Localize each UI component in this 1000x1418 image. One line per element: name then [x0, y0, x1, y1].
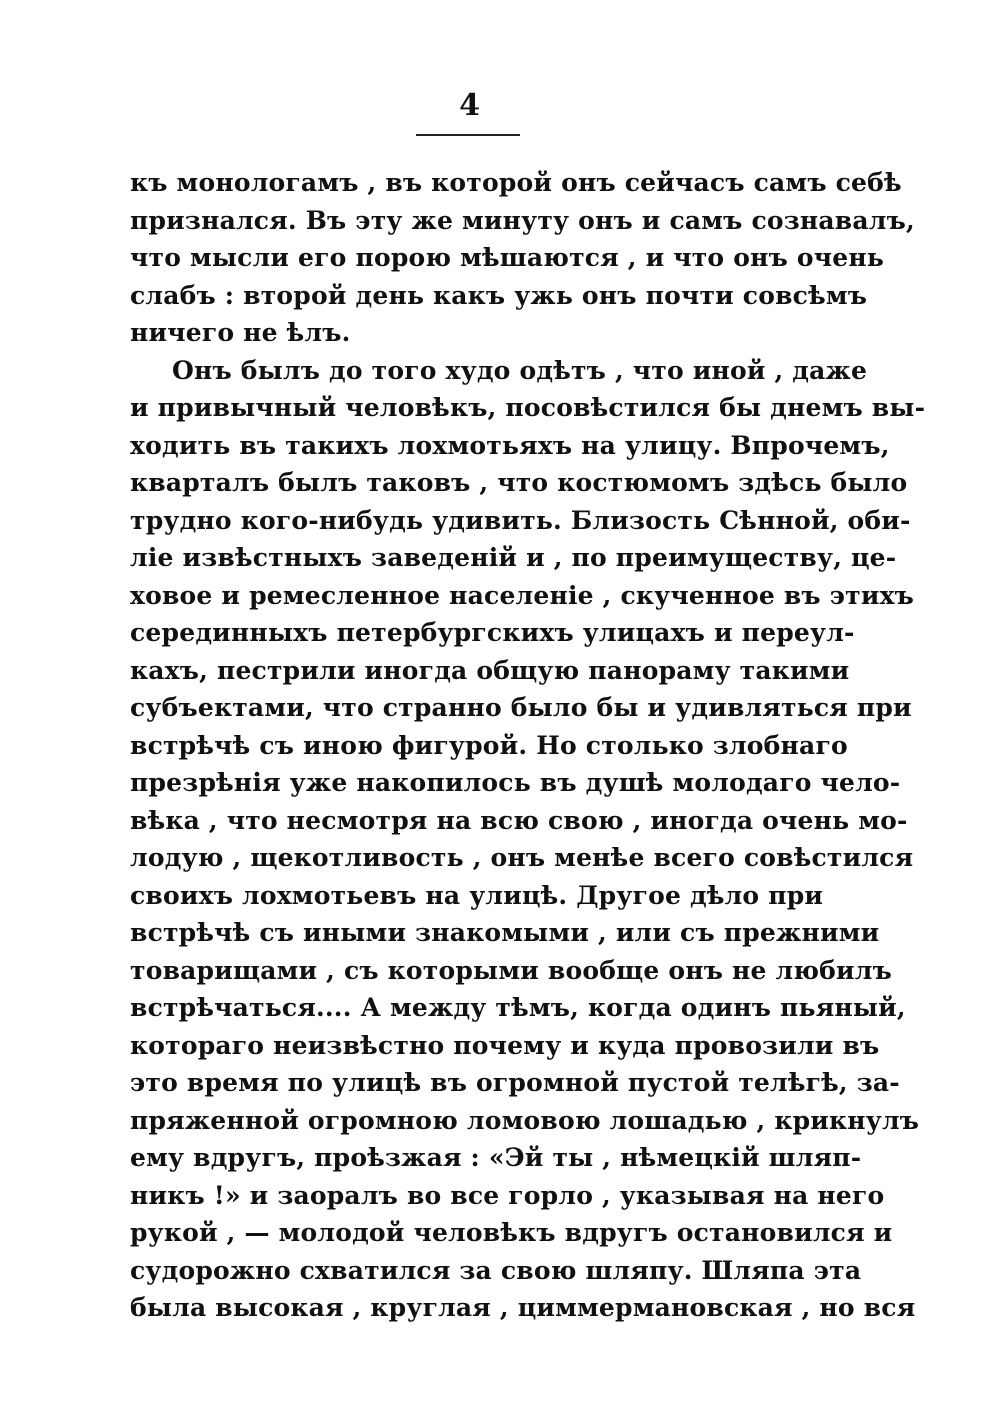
- page-number: 4: [459, 88, 481, 123]
- text-line: никъ !» и заоралъ во все горло , указывая на него: [130, 1180, 885, 1210]
- text-line: встрѣчѣ съ иными знакомыми , или съ прежними: [130, 918, 880, 947]
- text-line: признался. Въ эту же минуту онъ и самъ сознавалъ,: [130, 205, 915, 235]
- text-line: встрѣчѣ съ иною фигурой. Но столько злобнаго: [130, 730, 848, 760]
- text-line: къ монологамъ , въ которой онъ сейчасъ самъ себѣ: [130, 168, 902, 197]
- text-line: презрѣнія уже накопилось въ душѣ молодаго чело-: [130, 768, 901, 797]
- text-line: ховое и ремесленное населенie , скученное въ этихъ: [130, 580, 915, 610]
- text-line: судорожно схватился за свою шляпу. Шляпа эта: [130, 1255, 862, 1285]
- text-line: серединныхъ петербургскихъ улицахъ и переул-: [130, 618, 855, 647]
- text-line: это время по улицѣ въ огромной пустой телѣгѣ, за-: [130, 1068, 900, 1097]
- text-line: слабъ : второй день какъ ужь онъ почти совсѣмъ: [130, 280, 868, 310]
- text-line: пряженной огромною ломовою лошадью , крикнулъ: [130, 1105, 920, 1135]
- page-number-rule: [416, 134, 520, 136]
- paragraph-first-line: Онъ былъ до того худо одѣтъ , что иной , даже: [172, 355, 868, 385]
- text-line: вѣка , что несмотря на всю свою , иногда очень мо-: [130, 805, 908, 835]
- text-line: кахъ, пестрили иногда общую панораму такими: [130, 655, 850, 685]
- text-line: была высокая , круглая , циммермановская , но вся: [130, 1293, 916, 1322]
- text-line: рукой , — молодой человѣкъ вдругъ остановился и: [130, 1218, 893, 1247]
- text-line: котораго неизвѣстно почему и куда провозили въ: [130, 1030, 880, 1060]
- text-line: лie извѣстныхъ заведенiй и , по преимуществу, це-: [130, 543, 897, 572]
- paragraph-end-line: ничего не ѣлъ.: [130, 318, 351, 347]
- text-line: своихъ лохмотьевъ на улицѣ. Другое дѣло при: [130, 880, 824, 910]
- text-line: субъектами, что странно было бы и удивляться при: [130, 693, 912, 722]
- text-line: кварталъ былъ таковъ , что костюмомъ здѣсь было: [130, 468, 908, 497]
- body-text: [130, 164, 926, 1327]
- text-line: лодую , щекотливость , онъ менѣе всего совѣстился: [130, 843, 914, 872]
- text-line: что мысли его порою мѣшаются , и что онъ очень: [130, 243, 885, 272]
- text-line: и привычный человѣкъ, посовѣстился бы днемъ вы-: [130, 393, 926, 422]
- text-line: товарищами , съ которыми вообще онъ не любилъ: [130, 955, 892, 985]
- text-line: трудно кого-нибудь удивить. Близость Сѣнной, оби-: [130, 505, 911, 535]
- text-line: ходить въ такихъ лохмотьяхъ на улицу. Впрочемъ,: [130, 430, 890, 460]
- text-line: встрѣчаться.... А между тѣмъ, когда одинъ пьяный,: [130, 993, 906, 1022]
- text-line: ему вдругъ, проѣзжая : «Эй ты , нѣмецкiй шляп-: [130, 1143, 862, 1172]
